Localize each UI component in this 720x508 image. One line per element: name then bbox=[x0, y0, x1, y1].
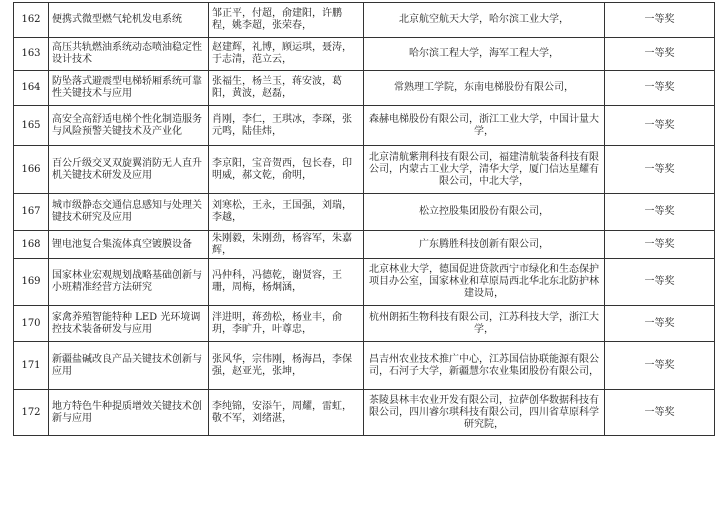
organizations: 哈尔滨工程大学，海军工程大学， bbox=[364, 38, 605, 71]
row-number: 163 bbox=[14, 38, 49, 71]
project-name: 高安全高舒适电梯个性化制造服务与风险预警关键技术及产业化 bbox=[49, 106, 209, 146]
project-name: 百公斤级交叉双旋翼消防无人直升机关键技术研发及应用 bbox=[49, 146, 209, 194]
row-number: 168 bbox=[14, 231, 49, 259]
contributors: 刘寒松，王永，王国强，刘瑞，李越， bbox=[209, 194, 364, 231]
contributors: 冯仲科，冯德乾，谢贤容，王珊，周梅，杨炯涵， bbox=[209, 259, 364, 306]
row-number: 166 bbox=[14, 146, 49, 194]
row-number: 172 bbox=[14, 390, 49, 436]
contributors: 邹正平，付超，俞建阳，许鹏程，姚李超，张荣春， bbox=[209, 3, 364, 38]
project-name: 地方特色牛种提质增效关键技术创新与应用 bbox=[49, 390, 209, 436]
organizations: 昌吉州农业技术推广中心，江苏国信协联能源有限公司，石河子大学，新疆慧尔农业集团股份有限公司， bbox=[364, 342, 605, 390]
project-name: 防坠落式避震型电梯轿厢系统可靠性关键技术与应用 bbox=[49, 71, 209, 106]
project-name: 便携式微型燃气轮机发电系统 bbox=[49, 3, 209, 38]
project-name: 家禽养殖智能特种 LED 光环境调控技术装备研发与应用 bbox=[49, 306, 209, 342]
organizations: 北京航空航天大学，哈尔滨工业大学， bbox=[364, 3, 605, 38]
contributors: 赵建辉，礼博，顾运琪，聂涛，于志清，范立云， bbox=[209, 38, 364, 71]
contributors: 张福生，杨兰玉，蒋安波，葛阳，黄波，赵磊， bbox=[209, 71, 364, 106]
award-level: 一等奖 bbox=[605, 106, 715, 146]
table-row bbox=[14, 259, 715, 306]
contributors: 肖刚，李仁，王琪冰，李琛，张元鸣，陆佳炜， bbox=[209, 106, 364, 146]
award-level: 一等奖 bbox=[605, 3, 715, 38]
row-number: 171 bbox=[14, 342, 49, 390]
organizations: 广东腾胜科技创新有限公司， bbox=[364, 231, 605, 259]
award-level: 一等奖 bbox=[605, 259, 715, 306]
organizations: 常熟理工学院，东南电梯股份有限公司， bbox=[364, 71, 605, 106]
table-row bbox=[14, 194, 715, 231]
table-row bbox=[14, 106, 715, 146]
award-level: 一等奖 bbox=[605, 194, 715, 231]
row-number: 165 bbox=[14, 106, 49, 146]
award-table bbox=[13, 2, 715, 436]
contributors: 泮进明，蒋劲松，杨业丰，俞玥，李旷升，叶尊忠， bbox=[209, 306, 364, 342]
award-level: 一等奖 bbox=[605, 306, 715, 342]
organizations: 北京清航紫荆科技有限公司，福建清航装备科技有限公司，内蒙古工业大学，清华大学，厦门信达星耀有限公司，中北大学， bbox=[364, 146, 605, 194]
organizations: 茶陵县林丰农业开发有限公司，拉萨创华数据科技有限公司，四川睿尔琪科技有限公司，四川省草原科学研究院， bbox=[364, 390, 605, 436]
table-row bbox=[14, 71, 715, 106]
table-row bbox=[14, 390, 715, 436]
organizations: 森赫电梯股份有限公司，浙江工业大学，中国计量大学， bbox=[364, 106, 605, 146]
award-level: 一等奖 bbox=[605, 390, 715, 436]
contributors: 张风华，宗伟刚，杨海昌，李保强，赵亚光，张坤， bbox=[209, 342, 364, 390]
table-row bbox=[14, 38, 715, 71]
row-number: 167 bbox=[14, 194, 49, 231]
table-row bbox=[14, 306, 715, 342]
contributors: 李纯锦，安添午，周耀，雷虹，敬不军，刘绪湛， bbox=[209, 390, 364, 436]
table-row bbox=[14, 146, 715, 194]
award-table-body bbox=[14, 3, 715, 436]
organizations: 杭州朗拓生物科技有限公司，江苏科技大学，浙江大学， bbox=[364, 306, 605, 342]
contributors: 朱刚毅，朱刚劲，杨容军，朱嘉辉， bbox=[209, 231, 364, 259]
table-row bbox=[14, 3, 715, 38]
table-row bbox=[14, 231, 715, 259]
row-number: 164 bbox=[14, 71, 49, 106]
row-number: 169 bbox=[14, 259, 49, 306]
award-level: 一等奖 bbox=[605, 71, 715, 106]
row-number: 170 bbox=[14, 306, 49, 342]
organizations: 北京林业大学，德国促进贷款西宁市绿化和生态保护项目办公室，国家林业和草原局西北华北东北防护林建设局， bbox=[364, 259, 605, 306]
row-number: 162 bbox=[14, 3, 49, 38]
project-name: 高压共轨燃油系统动态喷油稳定性设计技术 bbox=[49, 38, 209, 71]
project-name: 城市级静态交通信息感知与处理关键技术研究及应用 bbox=[49, 194, 209, 231]
award-level: 一等奖 bbox=[605, 342, 715, 390]
award-level: 一等奖 bbox=[605, 38, 715, 71]
table-row bbox=[14, 342, 715, 390]
organizations: 松立控股集团股份有限公司， bbox=[364, 194, 605, 231]
project-name: 新疆盐碱改良产品关键技术创新与应用 bbox=[49, 342, 209, 390]
award-level: 一等奖 bbox=[605, 146, 715, 194]
award-level: 一等奖 bbox=[605, 231, 715, 259]
contributors: 李京阳，宝音贺西，包长春，印明威，郝文乾，俞明， bbox=[209, 146, 364, 194]
project-name: 国家林业宏观规划战略基础创新与小班精准经营方法研究 bbox=[49, 259, 209, 306]
project-name: 锂电池复合集流体真空镀膜设备 bbox=[49, 231, 209, 259]
